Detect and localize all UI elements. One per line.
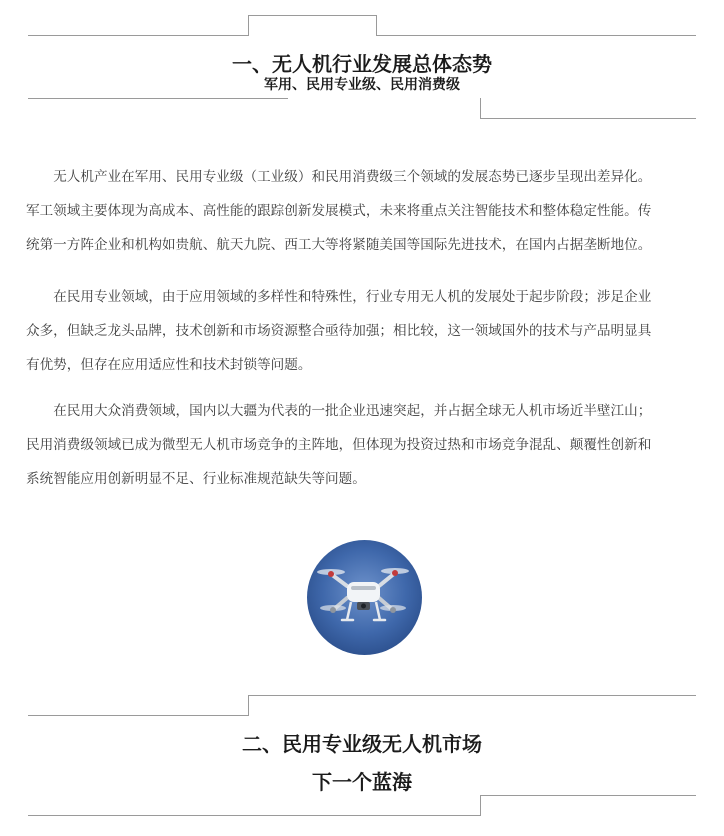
section-title: 一、无人机行业发展总体态势 <box>232 52 492 76</box>
divider-line <box>376 15 377 36</box>
paragraph-line: 在民用大众消费领域，国内以大疆为代表的一批企业迅速突起，并占据全球无人机市场近半壁江山； <box>53 403 652 419</box>
divider-line <box>28 715 248 716</box>
divider-line <box>248 695 696 696</box>
section-subtitle: 军用、民用专业级、民用消费级 <box>264 77 460 93</box>
divider-line <box>480 118 696 119</box>
divider-line <box>28 815 480 816</box>
paragraph-line: 军工领域主要体现为高成本、高性能的跟踪创新发展模式，未来将重点关注智能技术和整体稳定性能。传 <box>26 203 652 219</box>
paragraph <box>26 394 706 496</box>
drone-image <box>307 540 422 655</box>
divider-line <box>480 795 696 796</box>
paragraph-line: 有优势，但存在应用适应性和技术封锁等问题。 <box>26 357 312 373</box>
divider-line <box>480 795 481 816</box>
paragraph <box>26 280 706 382</box>
divider-line <box>248 15 249 36</box>
paragraph-line: 民用消费级领域已成为微型无人机市场竞争的主阵地，但体现为投资过热和市场竞争混乱、颠覆性创新和 <box>26 437 652 453</box>
divider-line <box>28 35 248 36</box>
section-subtitle: 下一个蓝海 <box>312 770 412 794</box>
divider-line <box>376 35 696 36</box>
drone-photo <box>307 540 422 655</box>
paragraph-line: 众多，但缺乏龙头品牌，技术创新和市场资源整合亟待加强；相比较，这一领域国外的技术与产品明显具 <box>26 323 652 339</box>
paragraph-line: 在民用专业领域，由于应用领域的多样性和特殊性，行业专用无人机的发展处于起步阶段；涉足企业 <box>53 289 652 305</box>
divider-line <box>248 695 249 716</box>
paragraph-line: 系统智能应用创新明显不足、行业标准规范缺失等问题。 <box>26 471 366 487</box>
divider-line <box>28 98 288 99</box>
paragraph-line: 无人机产业在军用、民用专业级（工业级）和民用消费级三个领域的发展态势已逐步呈现出差异化。 <box>53 169 652 185</box>
paragraph <box>26 160 706 262</box>
paragraph-line: 统第一方阵企业和机构如贵航、航天九院、西工大等将紧随美国等国际先进技术，在国内占据垄断地位。 <box>26 237 652 253</box>
divider-line <box>480 98 481 119</box>
divider-line <box>248 15 376 16</box>
section-title: 二、民用专业级无人机市场 <box>242 732 482 756</box>
